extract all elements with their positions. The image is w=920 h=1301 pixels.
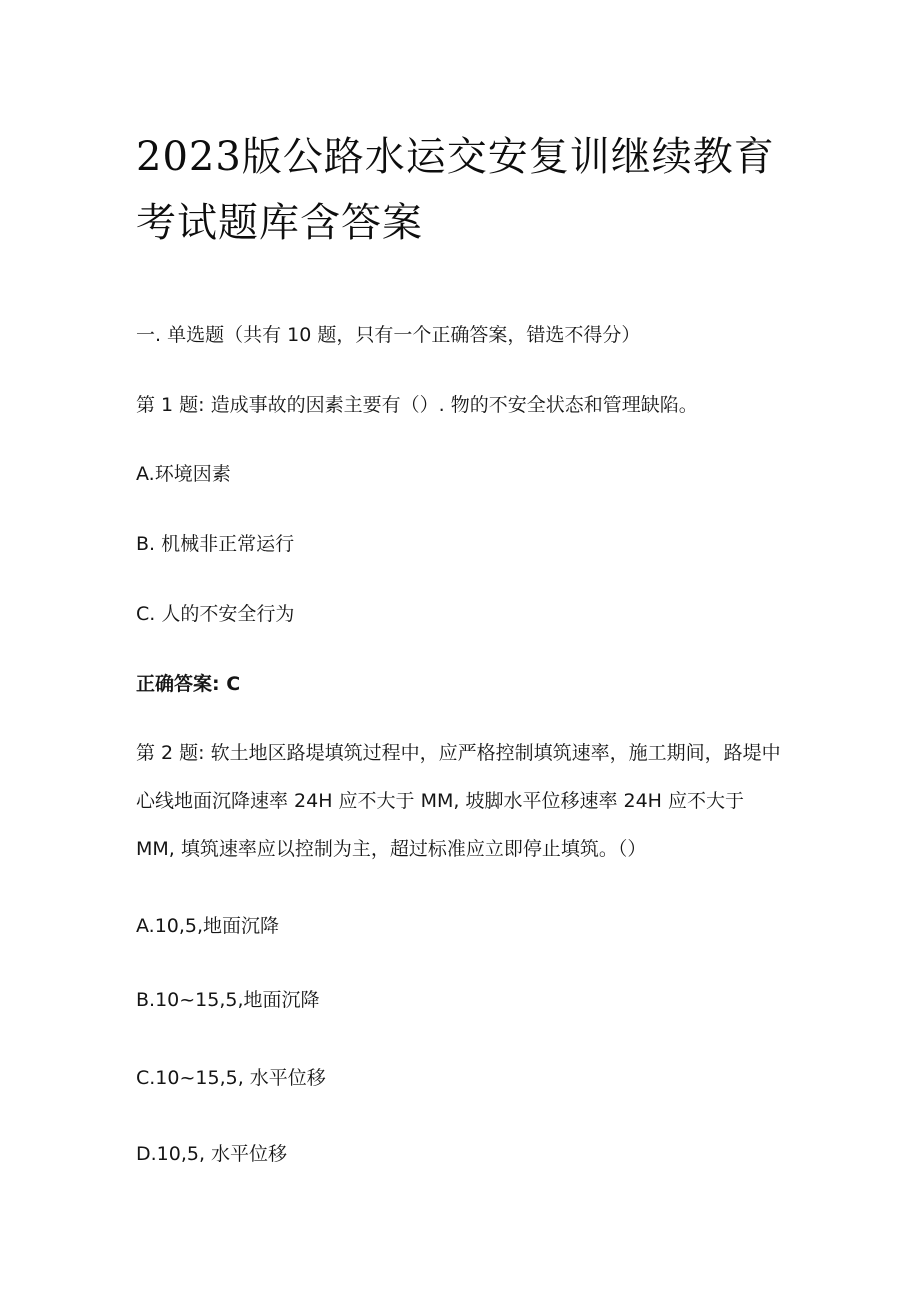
question-2-option-a: A.10,5,地面沉降	[136, 915, 280, 937]
question-2-prompt: 第 2 题: 软土地区路堤填筑过程中，应严格控制填筑速率，施工期间，路堤中心线地面沉降速率 24H 应不大于 MM, 坡脚水平位移速率 24H 应不大于 MM, 填筑速率应以控制为主，超过标准应立即停止填筑。（）	[136, 742, 781, 860]
question-2-option-d: D.10,5, 水平位移	[136, 1143, 288, 1165]
question-1-option-b: B. 机械非正常运行	[136, 533, 295, 555]
question-1-option-a: A.环境因素	[136, 463, 231, 485]
document-title: 2023版公路水运交安复训继续教育考试题库含答案	[136, 134, 775, 246]
question-1-prompt: 第 1 题: 造成事故的因素主要有（）. 物的不安全状态和管理缺陷。	[136, 394, 698, 416]
question-1-option-c: C. 人的不安全行为	[136, 603, 295, 625]
question-2-option-b: B.10~15,5,地面沉降	[136, 989, 320, 1011]
question-2-option-c: C.10~15,5, 水平位移	[136, 1067, 326, 1089]
section-heading: 一. 单选题（共有 10 题，只有一个正确答案，错选不得分）	[136, 324, 641, 346]
question-1-answer: 正确答案: C	[136, 673, 241, 695]
